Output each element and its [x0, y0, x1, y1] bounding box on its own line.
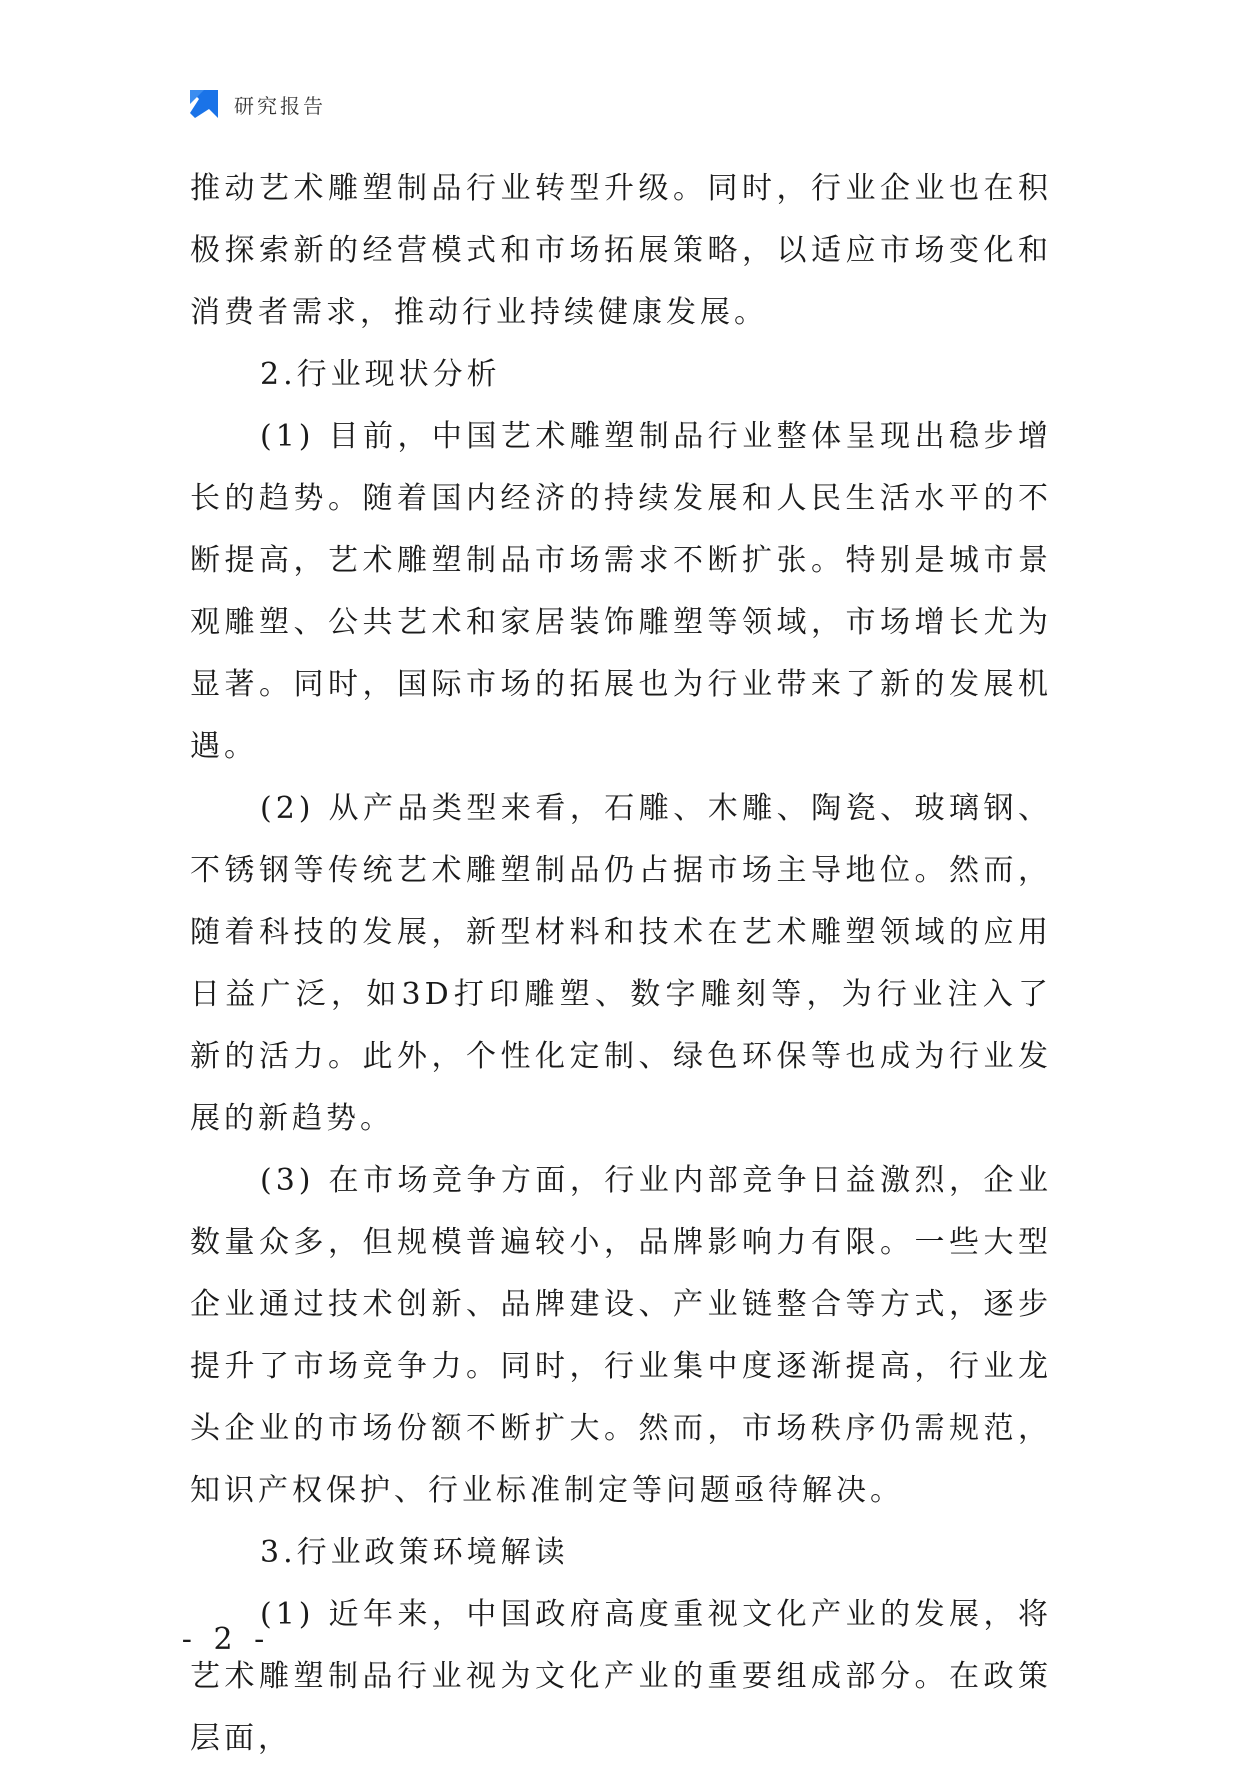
section-heading-industry-status: 2.行业现状分析: [260, 357, 501, 392]
paragraph-status-1: (1) 目前，中国艺术雕塑制品行业整体呈现出稳步增长的趋势。随着国内经济的持续发展和人民生活水平的不断提高，艺术雕塑制品市场需求不断扩张。特别是城市景观雕塑、公共艺术和家居装饰雕塑等领域，市场增长尤为显著。同时，国际市场的拓展也为行业带来了新的发展机遇。: [190, 419, 1052, 764]
document-body: [190, 158, 1052, 1770]
paragraph-status-2: (2) 从产品类型来看，石雕、木雕、陶瓷、玻璃钢、不锈钢等传统艺术雕塑制品仍占据市场主导地位。然而，随着科技的发展，新型材料和技术在艺术雕塑领域的应用日益广泛，如3D打印雕塑、数字雕刻等，为行业注入了新的活力。此外，个性化定制、绿色环保等也成为行业发展的新趋势。: [190, 791, 1052, 1136]
page-number: - 2 -: [181, 1622, 271, 1657]
arrow-up-right-icon: [186, 86, 222, 122]
report-header: [186, 86, 326, 122]
section-heading-policy: 3.行业政策环境解读: [260, 1535, 569, 1570]
paragraph-continuation: 推动艺术雕塑制品行业转型升级。同时，行业企业也在积极探索新的经营模式和市场拓展策略，以适应市场变化和消费者需求，推动行业持续健康发展。: [190, 171, 1052, 330]
paragraph-policy-1: (1) 近年来，中国政府高度重视文化产业的发展，将艺术雕塑制品行业视为文化产业的重要组成部分。在政策层面，: [190, 1597, 1052, 1756]
paragraph-status-3: (3) 在市场竞争方面，行业内部竞争日益激烈，企业数量众多，但规模普遍较小，品牌影响力有限。一些大型企业通过技术创新、品牌建设、产业链整合等方式，逐步提升了市场竞争力。同时，行业集中度逐渐提高，行业龙头企业的市场份额不断扩大。然而，市场秩序仍需规范，知识产权保护、行业标准制定等问题亟待解决。: [190, 1163, 1052, 1508]
header-title: 研究报告: [234, 93, 326, 118]
